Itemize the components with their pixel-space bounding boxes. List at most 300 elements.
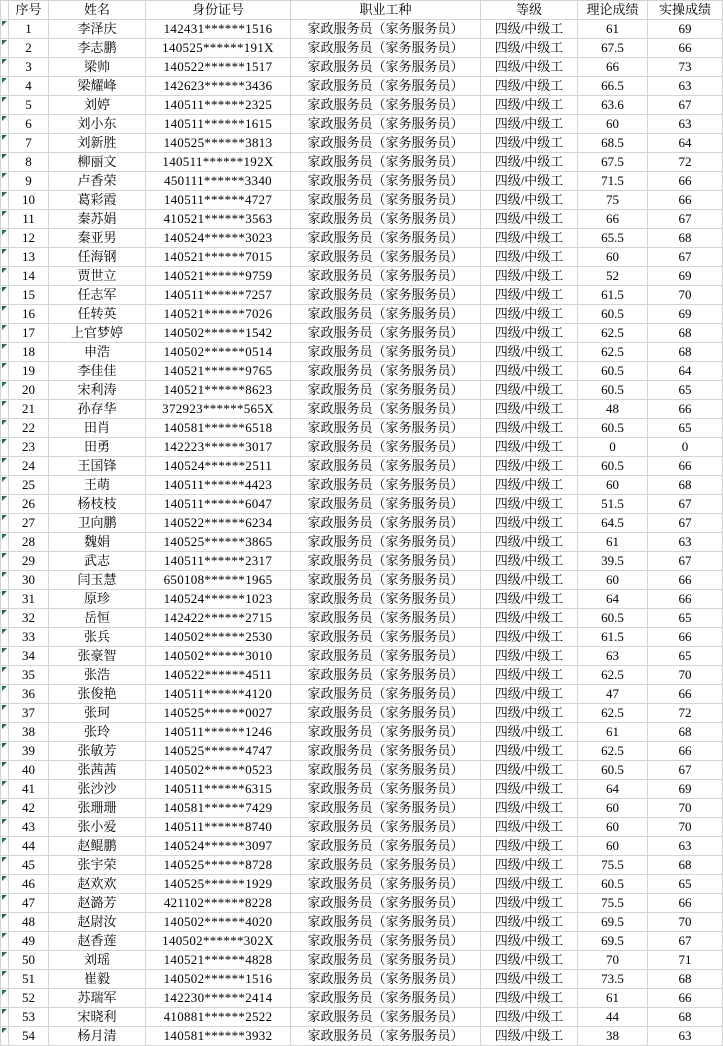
cell-practical_score[interactable]: 72 (648, 153, 723, 172)
cell-name[interactable]: 杨月清 (49, 1027, 146, 1046)
cell-occupation[interactable]: 家政服务员（家务服务员） (291, 780, 481, 799)
header-practical-score[interactable]: 实操成绩 (648, 1, 723, 20)
cell-name[interactable]: 原珍 (49, 590, 146, 609)
cell-id_number[interactable]: 140502******0523 (146, 761, 291, 780)
cell-name[interactable]: 申浩 (49, 343, 146, 362)
cell-flag[interactable] (1, 419, 9, 438)
cell-id_number[interactable]: 140525******0027 (146, 704, 291, 723)
cell-name[interactable]: 李泽庆 (49, 20, 146, 39)
cell-id_number[interactable]: 140511******8740 (146, 818, 291, 837)
header-name[interactable]: 姓名 (49, 1, 146, 20)
cell-id_number[interactable]: 140521******9759 (146, 267, 291, 286)
cell-id_number[interactable]: 140521******7015 (146, 248, 291, 267)
cell-practical_score[interactable]: 69 (648, 20, 723, 39)
cell-level[interactable]: 四级/中级工 (481, 609, 578, 628)
cell-flag[interactable] (1, 77, 9, 96)
cell-occupation[interactable]: 家政服务员（家务服务员） (291, 571, 481, 590)
cell-name[interactable]: 葛彩霞 (49, 191, 146, 210)
cell-id_number[interactable]: 140511******1246 (146, 723, 291, 742)
cell-level[interactable]: 四级/中级工 (481, 495, 578, 514)
cell-practical_score[interactable]: 63 (648, 1027, 723, 1046)
cell-id_number[interactable]: 140511******192X (146, 153, 291, 172)
cell-practical_score[interactable]: 68 (648, 324, 723, 343)
cell-name[interactable]: 任转英 (49, 305, 146, 324)
cell-name[interactable]: 刘小东 (49, 115, 146, 134)
cell-theory_score[interactable]: 60.5 (578, 875, 648, 894)
cell-level[interactable]: 四级/中级工 (481, 362, 578, 381)
cell-theory_score[interactable]: 60.5 (578, 457, 648, 476)
header-level[interactable]: 等级 (481, 1, 578, 20)
cell-theory_score[interactable]: 66 (578, 58, 648, 77)
cell-practical_score[interactable]: 66 (648, 590, 723, 609)
cell-level[interactable]: 四级/中级工 (481, 324, 578, 343)
cell-name[interactable]: 张小爱 (49, 818, 146, 837)
cell-name[interactable]: 李志鹏 (49, 39, 146, 58)
cell-index[interactable]: 30 (9, 571, 49, 590)
cell-practical_score[interactable]: 68 (648, 723, 723, 742)
cell-theory_score[interactable]: 38 (578, 1027, 648, 1046)
cell-name[interactable]: 田勇 (49, 438, 146, 457)
cell-flag[interactable] (1, 951, 9, 970)
cell-id_number[interactable]: 142230******2414 (146, 989, 291, 1008)
cell-level[interactable]: 四级/中级工 (481, 970, 578, 989)
cell-theory_score[interactable]: 61 (578, 533, 648, 552)
cell-flag[interactable] (1, 742, 9, 761)
cell-practical_score[interactable]: 65 (648, 381, 723, 400)
cell-id_number[interactable]: 140511******2325 (146, 96, 291, 115)
cell-id_number[interactable]: 140525******3865 (146, 533, 291, 552)
cell-name[interactable]: 赵潞芳 (49, 894, 146, 913)
cell-practical_score[interactable]: 63 (648, 115, 723, 134)
cell-flag[interactable] (1, 457, 9, 476)
cell-index[interactable]: 28 (9, 533, 49, 552)
cell-level[interactable]: 四级/中级工 (481, 134, 578, 153)
cell-flag[interactable] (1, 514, 9, 533)
cell-flag[interactable] (1, 609, 9, 628)
cell-theory_score[interactable]: 61.5 (578, 628, 648, 647)
cell-occupation[interactable]: 家政服务员（家务服务员） (291, 1008, 481, 1027)
cell-flag[interactable] (1, 856, 9, 875)
cell-level[interactable]: 四级/中级工 (481, 1008, 578, 1027)
cell-level[interactable]: 四级/中级工 (481, 837, 578, 856)
cell-flag[interactable] (1, 666, 9, 685)
cell-id_number[interactable]: 140581******7429 (146, 799, 291, 818)
cell-occupation[interactable]: 家政服务员（家务服务员） (291, 362, 481, 381)
cell-occupation[interactable]: 家政服务员（家务服务员） (291, 932, 481, 951)
cell-theory_score[interactable]: 61.5 (578, 286, 648, 305)
cell-flag[interactable] (1, 875, 9, 894)
cell-flag[interactable] (1, 1027, 9, 1046)
cell-name[interactable]: 赵鲲鹏 (49, 837, 146, 856)
cell-id_number[interactable]: 140511******4423 (146, 476, 291, 495)
cell-index[interactable]: 7 (9, 134, 49, 153)
cell-name[interactable]: 苏瑞军 (49, 989, 146, 1008)
cell-level[interactable]: 四级/中级工 (481, 685, 578, 704)
cell-index[interactable]: 26 (9, 495, 49, 514)
cell-flag[interactable] (1, 153, 9, 172)
cell-occupation[interactable]: 家政服务员（家务服务员） (291, 837, 481, 856)
cell-id_number[interactable]: 140511******1615 (146, 115, 291, 134)
cell-level[interactable]: 四级/中级工 (481, 286, 578, 305)
cell-practical_score[interactable]: 63 (648, 837, 723, 856)
cell-practical_score[interactable]: 65 (648, 609, 723, 628)
cell-level[interactable]: 四级/中级工 (481, 533, 578, 552)
cell-theory_score[interactable]: 0 (578, 438, 648, 457)
cell-occupation[interactable]: 家政服务员（家务服务员） (291, 533, 481, 552)
cell-practical_score[interactable]: 65 (648, 419, 723, 438)
cell-practical_score[interactable]: 69 (648, 780, 723, 799)
cell-flag[interactable] (1, 932, 9, 951)
cell-level[interactable]: 四级/中级工 (481, 476, 578, 495)
cell-index[interactable]: 33 (9, 628, 49, 647)
cell-index[interactable]: 54 (9, 1027, 49, 1046)
cell-index[interactable]: 53 (9, 1008, 49, 1027)
cell-index[interactable]: 52 (9, 989, 49, 1008)
cell-name[interactable]: 崔毅 (49, 970, 146, 989)
cell-name[interactable]: 张珂 (49, 704, 146, 723)
cell-flag[interactable] (1, 628, 9, 647)
cell-occupation[interactable]: 家政服务员（家务服务员） (291, 761, 481, 780)
cell-name[interactable]: 刘瑶 (49, 951, 146, 970)
cell-occupation[interactable]: 家政服务员（家务服务员） (291, 970, 481, 989)
cell-theory_score[interactable]: 67.5 (578, 39, 648, 58)
cell-occupation[interactable]: 家政服务员（家务服务员） (291, 77, 481, 96)
cell-name[interactable]: 梁耀峰 (49, 77, 146, 96)
cell-level[interactable]: 四级/中级工 (481, 628, 578, 647)
cell-id_number[interactable]: 450111******3340 (146, 172, 291, 191)
cell-occupation[interactable]: 家政服务员（家务服务员） (291, 856, 481, 875)
cell-flag[interactable] (1, 894, 9, 913)
cell-theory_score[interactable]: 62.5 (578, 343, 648, 362)
cell-occupation[interactable]: 家政服务员（家务服务员） (291, 58, 481, 77)
cell-level[interactable]: 四级/中级工 (481, 704, 578, 723)
cell-flag[interactable] (1, 685, 9, 704)
cell-level[interactable]: 四级/中级工 (481, 153, 578, 172)
cell-practical_score[interactable]: 0 (648, 438, 723, 457)
cell-index[interactable]: 23 (9, 438, 49, 457)
cell-flag[interactable] (1, 780, 9, 799)
cell-level[interactable]: 四级/中级工 (481, 989, 578, 1008)
cell-practical_score[interactable]: 66 (648, 400, 723, 419)
cell-practical_score[interactable]: 63 (648, 533, 723, 552)
cell-id_number[interactable]: 140522******4511 (146, 666, 291, 685)
cell-name[interactable]: 张兵 (49, 628, 146, 647)
cell-occupation[interactable]: 家政服务员（家务服务员） (291, 96, 481, 115)
cell-flag[interactable] (1, 400, 9, 419)
cell-practical_score[interactable]: 68 (648, 1008, 723, 1027)
cell-name[interactable]: 秦亚男 (49, 229, 146, 248)
cell-id_number[interactable]: 140525******191X (146, 39, 291, 58)
cell-id_number[interactable]: 140502******1542 (146, 324, 291, 343)
cell-id_number[interactable]: 140511******7257 (146, 286, 291, 305)
cell-practical_score[interactable]: 65 (648, 875, 723, 894)
cell-id_number[interactable]: 142223******3017 (146, 438, 291, 457)
cell-flag[interactable] (1, 58, 9, 77)
cell-flag[interactable] (1, 837, 9, 856)
cell-level[interactable]: 四级/中级工 (481, 514, 578, 533)
cell-index[interactable]: 29 (9, 552, 49, 571)
cell-occupation[interactable]: 家政服务员（家务服务员） (291, 1027, 481, 1046)
cell-practical_score[interactable]: 67 (648, 932, 723, 951)
cell-occupation[interactable]: 家政服务员（家务服务员） (291, 39, 481, 58)
cell-index[interactable]: 17 (9, 324, 49, 343)
cell-occupation[interactable]: 家政服务员（家务服务员） (291, 666, 481, 685)
cell-occupation[interactable]: 家政服务员（家务服务员） (291, 818, 481, 837)
cell-occupation[interactable]: 家政服务员（家务服务员） (291, 438, 481, 457)
cell-theory_score[interactable]: 64.5 (578, 514, 648, 533)
header-occupation[interactable]: 职业工种 (291, 1, 481, 20)
cell-index[interactable]: 42 (9, 799, 49, 818)
cell-theory_score[interactable]: 60.5 (578, 761, 648, 780)
cell-occupation[interactable]: 家政服务员（家务服务员） (291, 343, 481, 362)
cell-name[interactable]: 张珊珊 (49, 799, 146, 818)
cell-practical_score[interactable]: 68 (648, 856, 723, 875)
cell-occupation[interactable]: 家政服务员（家务服务员） (291, 172, 481, 191)
cell-flag[interactable] (1, 267, 9, 286)
cell-id_number[interactable]: 140502******302X (146, 932, 291, 951)
cell-occupation[interactable]: 家政服务员（家务服务员） (291, 476, 481, 495)
cell-occupation[interactable]: 家政服务员（家务服务员） (291, 609, 481, 628)
cell-occupation[interactable]: 家政服务员（家务服务员） (291, 951, 481, 970)
cell-occupation[interactable]: 家政服务员（家务服务员） (291, 799, 481, 818)
cell-level[interactable]: 四级/中级工 (481, 666, 578, 685)
cell-flag[interactable] (1, 229, 9, 248)
cell-index[interactable]: 37 (9, 704, 49, 723)
cell-flag[interactable] (1, 590, 9, 609)
cell-name[interactable]: 魏娟 (49, 533, 146, 552)
cell-theory_score[interactable]: 60.5 (578, 381, 648, 400)
cell-occupation[interactable]: 家政服务员（家务服务员） (291, 324, 481, 343)
cell-level[interactable]: 四级/中级工 (481, 742, 578, 761)
cell-index[interactable]: 10 (9, 191, 49, 210)
cell-level[interactable]: 四级/中级工 (481, 723, 578, 742)
cell-index[interactable]: 12 (9, 229, 49, 248)
cell-flag[interactable] (1, 818, 9, 837)
cell-occupation[interactable]: 家政服务员（家务服务员） (291, 514, 481, 533)
cell-name[interactable]: 张宇荣 (49, 856, 146, 875)
cell-flag[interactable] (1, 438, 9, 457)
cell-id_number[interactable]: 140525******8728 (146, 856, 291, 875)
cell-level[interactable]: 四级/中级工 (481, 780, 578, 799)
cell-occupation[interactable]: 家政服务员（家务服务员） (291, 723, 481, 742)
cell-level[interactable]: 四级/中级工 (481, 267, 578, 286)
cell-occupation[interactable]: 家政服务员（家务服务员） (291, 400, 481, 419)
cell-level[interactable]: 四级/中级工 (481, 894, 578, 913)
cell-index[interactable]: 19 (9, 362, 49, 381)
cell-practical_score[interactable]: 63 (648, 77, 723, 96)
cell-name[interactable]: 刘婷 (49, 96, 146, 115)
cell-index[interactable]: 27 (9, 514, 49, 533)
cell-occupation[interactable]: 家政服务员（家务服务员） (291, 419, 481, 438)
cell-id_number[interactable]: 410881******2522 (146, 1008, 291, 1027)
cell-practical_score[interactable]: 66 (648, 39, 723, 58)
cell-id_number[interactable]: 140524******2511 (146, 457, 291, 476)
cell-name[interactable]: 上官梦婷 (49, 324, 146, 343)
cell-index[interactable]: 24 (9, 457, 49, 476)
cell-index[interactable]: 46 (9, 875, 49, 894)
cell-theory_score[interactable]: 61 (578, 989, 648, 1008)
cell-practical_score[interactable]: 68 (648, 970, 723, 989)
cell-theory_score[interactable]: 68.5 (578, 134, 648, 153)
cell-theory_score[interactable]: 60.5 (578, 305, 648, 324)
cell-flag[interactable] (1, 324, 9, 343)
cell-theory_score[interactable]: 44 (578, 1008, 648, 1027)
cell-practical_score[interactable]: 70 (648, 286, 723, 305)
cell-practical_score[interactable]: 66 (648, 571, 723, 590)
cell-index[interactable]: 43 (9, 818, 49, 837)
cell-occupation[interactable]: 家政服务员（家务服务员） (291, 704, 481, 723)
cell-level[interactable]: 四级/中级工 (481, 172, 578, 191)
cell-level[interactable]: 四级/中级工 (481, 229, 578, 248)
cell-level[interactable]: 四级/中级工 (481, 191, 578, 210)
cell-practical_score[interactable]: 70 (648, 818, 723, 837)
cell-index[interactable]: 38 (9, 723, 49, 742)
cell-index[interactable]: 47 (9, 894, 49, 913)
cell-occupation[interactable]: 家政服务员（家务服务员） (291, 989, 481, 1008)
cell-id_number[interactable]: 140511******4120 (146, 685, 291, 704)
cell-name[interactable]: 王国锋 (49, 457, 146, 476)
cell-practical_score[interactable]: 73 (648, 58, 723, 77)
cell-theory_score[interactable]: 69.5 (578, 932, 648, 951)
cell-practical_score[interactable]: 66 (648, 685, 723, 704)
cell-practical_score[interactable]: 69 (648, 267, 723, 286)
cell-theory_score[interactable]: 62.5 (578, 742, 648, 761)
cell-name[interactable]: 张俊艳 (49, 685, 146, 704)
cell-occupation[interactable]: 家政服务员（家务服务员） (291, 457, 481, 476)
cell-occupation[interactable]: 家政服务员（家务服务员） (291, 894, 481, 913)
cell-id_number[interactable]: 142422******2715 (146, 609, 291, 628)
cell-flag[interactable] (1, 476, 9, 495)
cell-theory_score[interactable]: 64 (578, 780, 648, 799)
cell-index[interactable]: 49 (9, 932, 49, 951)
cell-name[interactable]: 李佳佳 (49, 362, 146, 381)
cell-name[interactable]: 宋晓利 (49, 1008, 146, 1027)
cell-name[interactable]: 贾世立 (49, 267, 146, 286)
cell-index[interactable]: 11 (9, 210, 49, 229)
cell-theory_score[interactable]: 62.5 (578, 666, 648, 685)
cell-theory_score[interactable]: 63.6 (578, 96, 648, 115)
cell-flag[interactable] (1, 913, 9, 932)
cell-theory_score[interactable]: 51.5 (578, 495, 648, 514)
cell-theory_score[interactable]: 60 (578, 818, 648, 837)
cell-id_number[interactable]: 140525******3813 (146, 134, 291, 153)
cell-theory_score[interactable]: 52 (578, 267, 648, 286)
cell-flag[interactable] (1, 571, 9, 590)
cell-index[interactable]: 18 (9, 343, 49, 362)
cell-occupation[interactable]: 家政服务员（家务服务员） (291, 286, 481, 305)
cell-name[interactable]: 赵尉汝 (49, 913, 146, 932)
cell-flag[interactable] (1, 96, 9, 115)
cell-flag[interactable] (1, 115, 9, 134)
cell-level[interactable]: 四级/中级工 (481, 39, 578, 58)
cell-index[interactable]: 1 (9, 20, 49, 39)
cell-occupation[interactable]: 家政服务员（家务服务员） (291, 153, 481, 172)
cell-id_number[interactable]: 372923******565X (146, 400, 291, 419)
cell-theory_score[interactable]: 61 (578, 723, 648, 742)
cell-practical_score[interactable]: 66 (648, 742, 723, 761)
cell-id_number[interactable]: 142431******1516 (146, 20, 291, 39)
cell-level[interactable]: 四级/中级工 (481, 1027, 578, 1046)
cell-practical_score[interactable]: 72 (648, 704, 723, 723)
cell-occupation[interactable]: 家政服务员（家务服务员） (291, 590, 481, 609)
cell-occupation[interactable]: 家政服务员（家务服务员） (291, 647, 481, 666)
cell-name[interactable]: 梁帅 (49, 58, 146, 77)
cell-practical_score[interactable]: 70 (648, 666, 723, 685)
cell-level[interactable]: 四级/中级工 (481, 647, 578, 666)
cell-theory_score[interactable]: 75.5 (578, 894, 648, 913)
cell-name[interactable]: 岳恒 (49, 609, 146, 628)
cell-occupation[interactable]: 家政服务员（家务服务员） (291, 20, 481, 39)
cell-flag[interactable] (1, 343, 9, 362)
cell-name[interactable]: 孙存华 (49, 400, 146, 419)
cell-occupation[interactable]: 家政服务员（家务服务员） (291, 875, 481, 894)
cell-flag[interactable] (1, 1008, 9, 1027)
cell-flag[interactable] (1, 286, 9, 305)
cell-practical_score[interactable]: 67 (648, 514, 723, 533)
cell-name[interactable]: 张浩 (49, 666, 146, 685)
cell-flag[interactable] (1, 248, 9, 267)
cell-level[interactable]: 四级/中级工 (481, 115, 578, 134)
cell-theory_score[interactable]: 61 (578, 20, 648, 39)
cell-flag[interactable] (1, 39, 9, 58)
cell-occupation[interactable]: 家政服务员（家务服务员） (291, 115, 481, 134)
cell-index[interactable]: 25 (9, 476, 49, 495)
cell-occupation[interactable]: 家政服务员（家务服务员） (291, 685, 481, 704)
cell-index[interactable]: 6 (9, 115, 49, 134)
cell-index[interactable]: 14 (9, 267, 49, 286)
cell-name[interactable]: 田肖 (49, 419, 146, 438)
cell-theory_score[interactable]: 64 (578, 590, 648, 609)
cell-theory_score[interactable]: 69.5 (578, 913, 648, 932)
cell-index[interactable]: 36 (9, 685, 49, 704)
cell-flag[interactable] (1, 799, 9, 818)
cell-name[interactable]: 宋利涛 (49, 381, 146, 400)
cell-occupation[interactable]: 家政服务员（家务服务员） (291, 134, 481, 153)
cell-theory_score[interactable]: 60 (578, 115, 648, 134)
cell-level[interactable]: 四级/中级工 (481, 248, 578, 267)
cell-theory_score[interactable]: 65.5 (578, 229, 648, 248)
cell-index[interactable]: 35 (9, 666, 49, 685)
cell-name[interactable]: 闫玉慧 (49, 571, 146, 590)
cell-id_number[interactable]: 140502******1516 (146, 970, 291, 989)
cell-index[interactable]: 50 (9, 951, 49, 970)
cell-id_number[interactable]: 140521******7026 (146, 305, 291, 324)
cell-occupation[interactable]: 家政服务员（家务服务员） (291, 495, 481, 514)
cell-level[interactable]: 四级/中级工 (481, 951, 578, 970)
cell-practical_score[interactable]: 66 (648, 457, 723, 476)
header-theory-score[interactable]: 理论成绩 (578, 1, 648, 20)
cell-practical_score[interactable]: 71 (648, 951, 723, 970)
cell-flag[interactable] (1, 989, 9, 1008)
cell-flag[interactable] (1, 970, 9, 989)
cell-index[interactable]: 51 (9, 970, 49, 989)
cell-level[interactable]: 四级/中级工 (481, 818, 578, 837)
cell-flag[interactable] (1, 381, 9, 400)
cell-level[interactable]: 四级/中级工 (481, 20, 578, 39)
cell-practical_score[interactable]: 68 (648, 343, 723, 362)
cell-name[interactable]: 卢香荣 (49, 172, 146, 191)
cell-flag[interactable] (1, 704, 9, 723)
cell-occupation[interactable]: 家政服务员（家务服务员） (291, 229, 481, 248)
cell-occupation[interactable]: 家政服务员（家务服务员） (291, 191, 481, 210)
cell-theory_score[interactable]: 60.5 (578, 419, 648, 438)
cell-theory_score[interactable]: 60 (578, 248, 648, 267)
cell-index[interactable]: 20 (9, 381, 49, 400)
cell-flag[interactable] (1, 134, 9, 153)
cell-theory_score[interactable]: 63 (578, 647, 648, 666)
cell-flag[interactable] (1, 533, 9, 552)
cell-id_number[interactable]: 140502******4020 (146, 913, 291, 932)
